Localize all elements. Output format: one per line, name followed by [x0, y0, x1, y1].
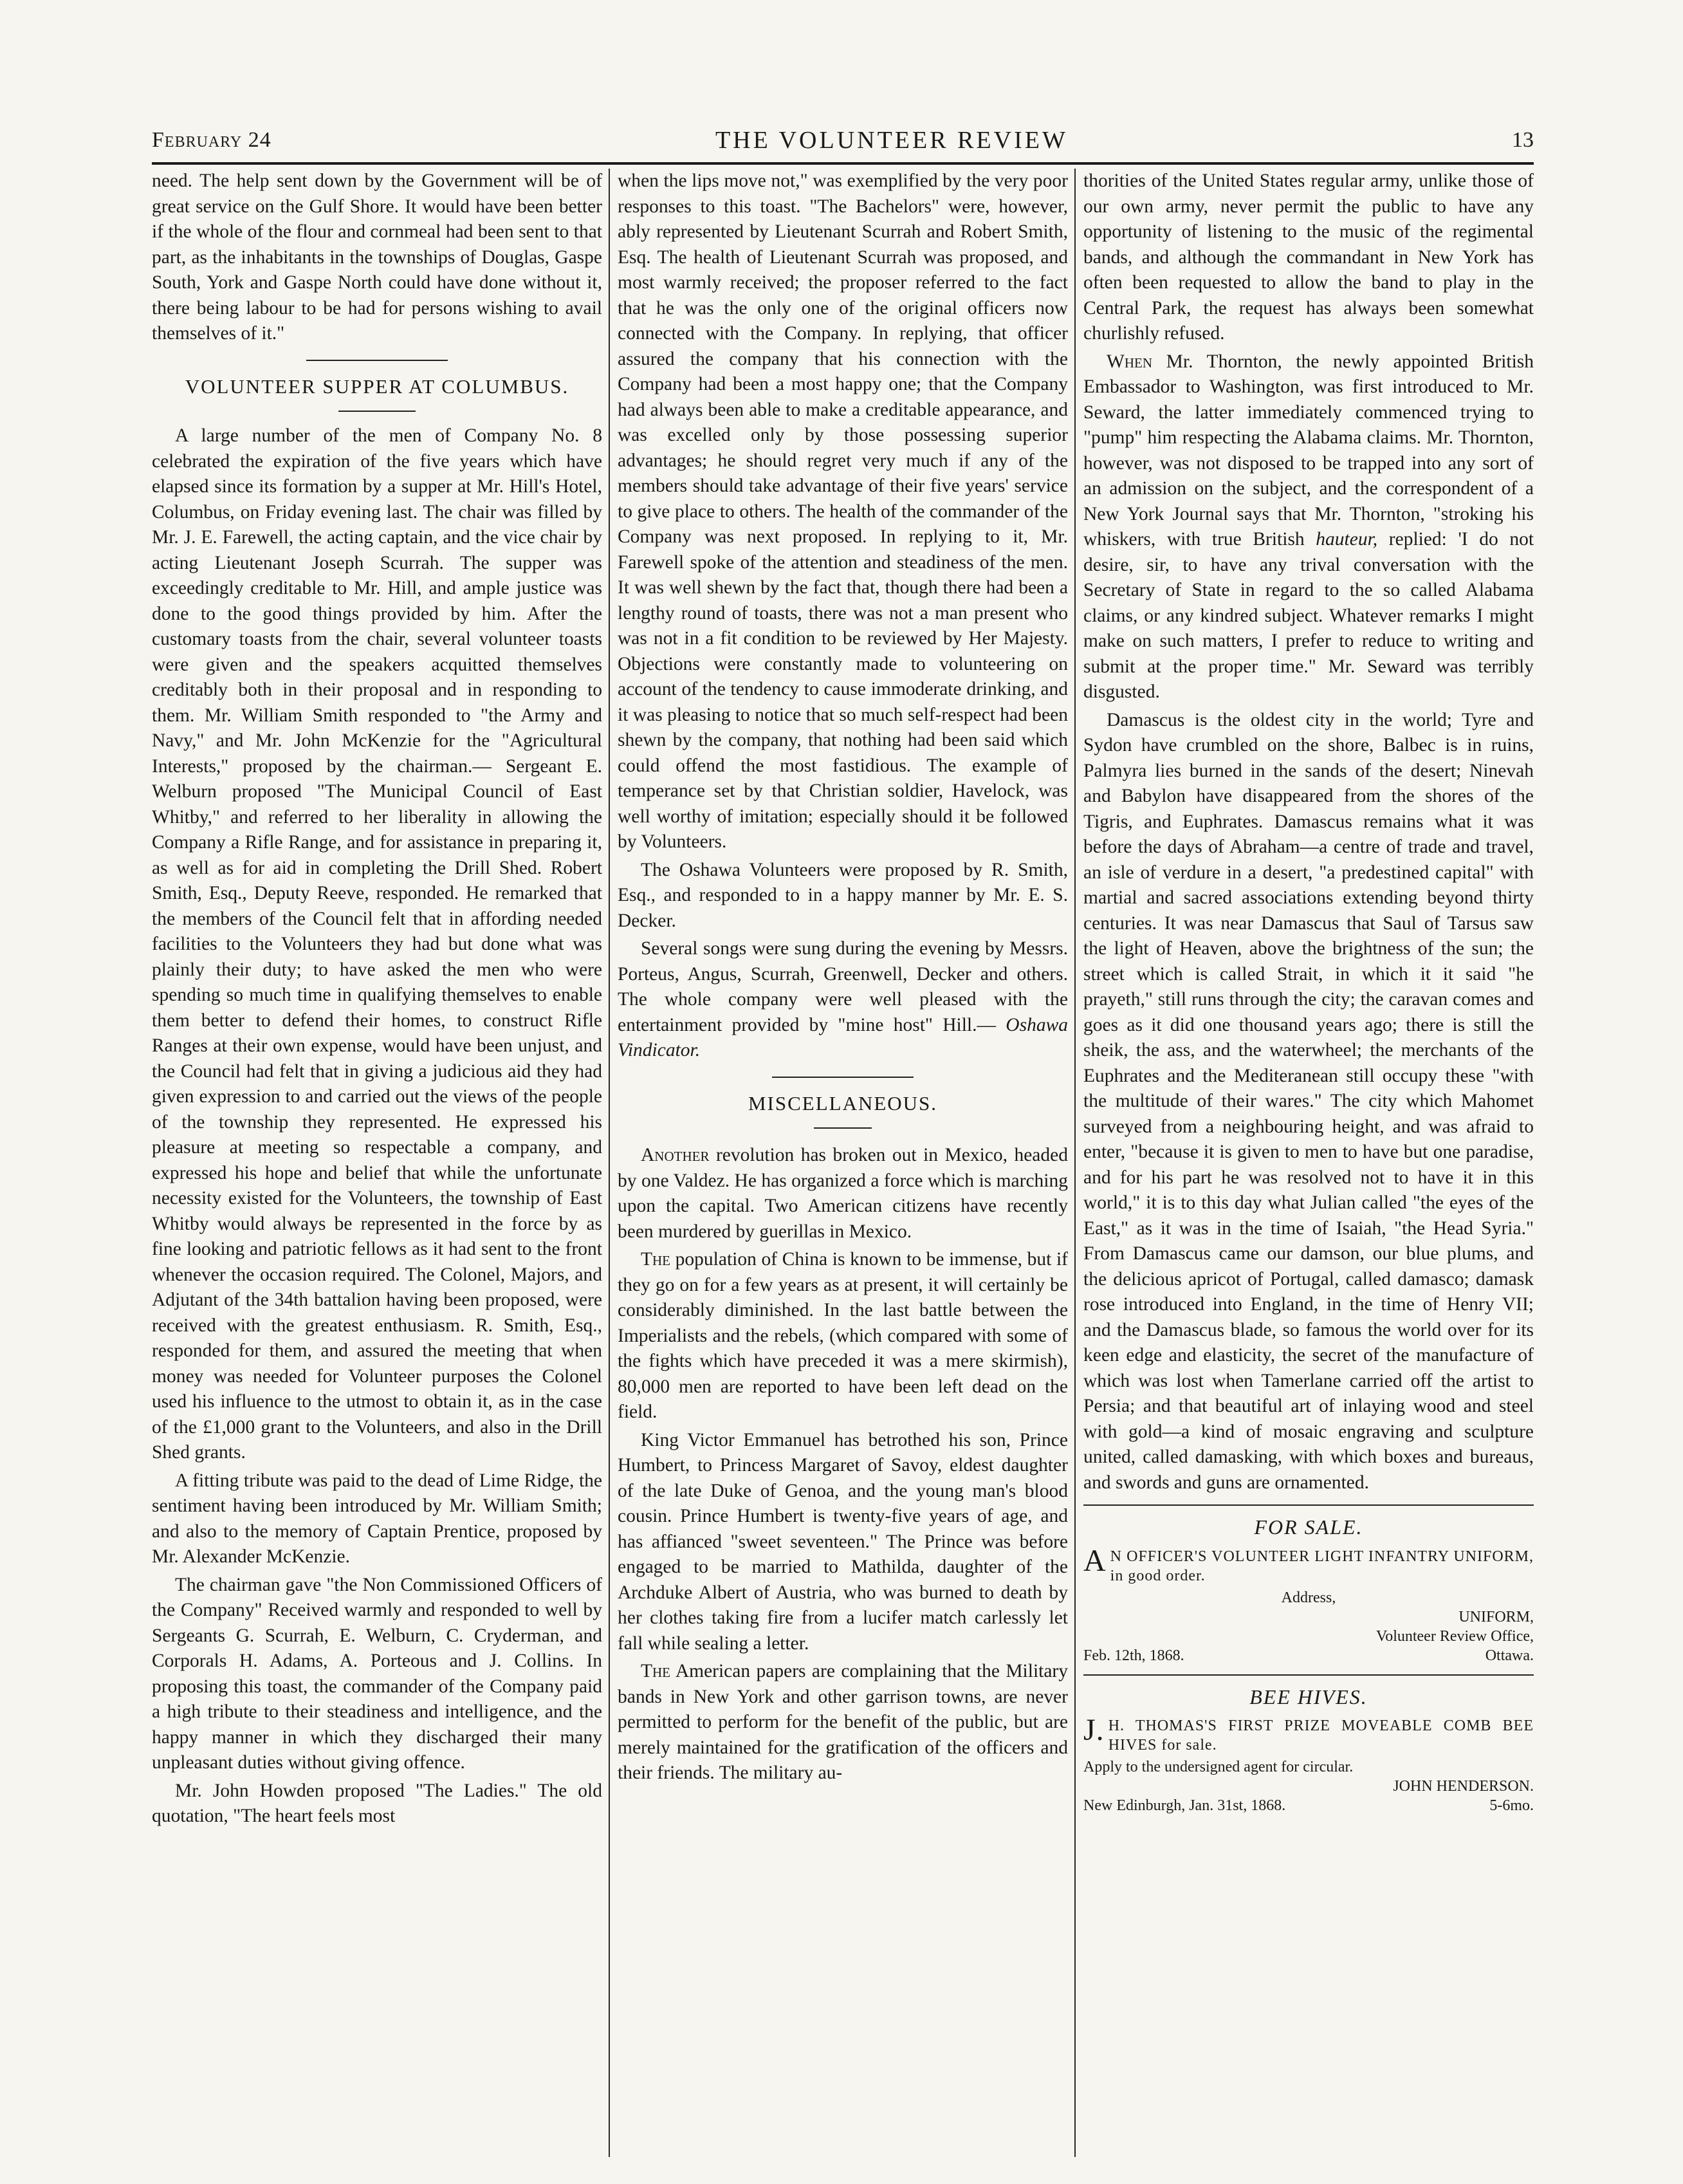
- paragraph: [618, 1247, 1068, 1425]
- paragraph-text: replied: 'I do not desire, sir, to have any trival conversation with the Secretary of State in regard to the so called Alabama claims, or any kindred subject. Whatever remarks I might make on such matters, I prefer to reduce to writing and submit at the proper time." Mr. Seward was terribly disgusted.: [1083, 529, 1534, 702]
- heading-rule: [338, 411, 416, 412]
- paragraph: King Victor Emmanuel has betrothed his son, Prince Humbert, to Princess Margaret of Savoy, eldest daughter of the late Duke of Genoa, and the young man's blood cousin. Prince Humbert is twenty-five years of age, and has affianced "sweet seventeen." The Prince was before engaged to be married to Mathilda, daughter of the Archduke Albert of Austria, who was burned to death by her clothes taking fire from a lucifer match carlessly let fall while sealing a letter.: [618, 1429, 1068, 1654]
- paragraph: [618, 1659, 1068, 1786]
- paragraph: thorities of the United States regular army, unlike those of our own army, never permit the public to have any opportunity of listening to the music of the regimental bands, and although the commandant in New York has often been requested to allow the band to play in the Central Park, the request has always been somewhat churlishly refused.: [1083, 171, 1534, 344]
- ad-dateline: [1083, 1646, 1534, 1665]
- paragraph: when the lips move not," was exemplified by the very poor responses to this toast. "The Bachelors" were, however, ably represented by Lieutenant Scurrah and Robert Smith, Esq. The health of Lieutenant Scurrah was proposed, and most warmly received; the proposer referred to the fact that he was the only one of the original officers now connected with the Company. In replying, that officer assured the company that his connection with the Company had been a most happy one; that the Company had always been able to make a creditable appearance, and was excelled only by those possessing superior advantages; he should regret very much if any of the members should take advantage of their five years' service to give place to others. The health of the commander of the Company was next proposed. In replying to it, Mr. Farewell spoke of the attention and steadiness of the men. It was well shewn by the fact that, though there had been a lengthy round of toasts, there was not a man present who was not in a fit condition to be reviewed by Her Majesty. Objections were constantly made to volunteering on account of the tendency to cause immoderate drinking, and it was pleasing to notice that so much self-respect had been shewn by the company, that nothing had been said which could offend the most fastidious. The example of temperance set by that Christian soldier, Havelock, was well worthy of imitation; especially should it be followed by Volunteers.: [618, 171, 1068, 852]
- paragraph: Damascus is the oldest city in the world; Tyre and Sydon have crumbled on the shore, Balbec is in ruins, Palmyra lies burned in the sands of the desert; Ninevah and Babylon have disappeared from the shores of the Tigris, and Euphrates. Damascus remains what it was before the days of Abraham—a centre of trade and travel, an isle of verdure in a desert, "a predestined capital" with martial and sacred associations extending beyond thirty centuries. It was near Damascus that Saul of Tarsus saw the light of Heaven, above the brightness of the sun; the street which is called Strait, in which it it said "he prayeth," still runs through the city; the caravan comes and goes as it did one thousand years ago; there is still the sheik, the ass, and the waterwheel; the merchants of the Euphrates and the Mediteranean still occupy these "with the multitude of their wares." The city which Mahomet surveyed from a neighbouring height, and was afraid to enter, "because it is given to men to have but one paradise, and for his part he was resolved not to have it in this world," it is to this day what Julian called "the eyes of the East," as it was in the time of Isaiah, "the Head Syria." From Damascus came our damson, our blue plums, and the delicious apricot of Portugal, called damasco; damask rose introduced into England, in the time of Henry VII; and the Damascus blade, so famous the world over for its keen edge and elasticity, the secret of the manufacture of which was lost when Tamerlane carried off the artist to Persia; and that beautiful art of inlaying wood and steel with gold—a kind of mosaic engraving and sculpture united, called damasking, with which boxes and bureaus, and swords and guns are ornamented.: [1083, 709, 1534, 1493]
- page-number: 13: [1511, 128, 1534, 152]
- ad-rule: [1083, 1504, 1534, 1506]
- ad-address-label: Address,: [1281, 1589, 1336, 1606]
- ad-agent-name: JOHN HENDERSON.: [1393, 1778, 1534, 1795]
- column-3: [1083, 169, 1534, 2157]
- publication-title: THE VOLUNTEER REVIEW: [715, 127, 1068, 154]
- paragraph: [618, 936, 1068, 1064]
- italic-word: hauteur,: [1316, 529, 1378, 550]
- paragraph-text: population of China is known to be immense, but if they go on for a few years as at present, it will certainly be considerably diminished. In the last battle between the Imperialists and the rebels, (which compared with some of the fights which have preceded it was a mere skirmish), 80,000 men are reported to have been left dead on the field.: [618, 1249, 1068, 1422]
- column-divider: [1074, 169, 1076, 2157]
- issue-date: February 24: [152, 128, 271, 152]
- ad-body: N OFFICER'S VOLUNTEER LIGHT INFANTRY UNIFORM, in good order.: [1110, 1548, 1534, 1584]
- ad-code: 5-6mo.: [1489, 1797, 1534, 1814]
- ad-text: [1083, 1713, 1534, 1755]
- paragraph-text: revolution has broken out in Mexico, headed by one Valdez. He has organized a force which is marching upon the capital. Two American citizens have recently been murdered by guerillas in Mexico.: [618, 1145, 1068, 1242]
- lead-word: When: [1107, 351, 1153, 372]
- ad-text: [1083, 1543, 1534, 1586]
- paragraph: [1083, 349, 1534, 705]
- paragraph: need. The help sent down by the Government will be of great service on the Gulf Shore. It would have been better if the whole of the flour and cornmeal had been sent to that part, as the inhabitants in the townships of Douglas, Gaspe South, York and Gaspe North could have done without it, there being labour to be had for persons wishing to avail themselves of it.": [152, 171, 602, 344]
- ad-address-name: UNIFORM,: [1458, 1608, 1534, 1625]
- paragraph: The chairman gave "the Non Commissioned Officers of the Company" Received warmly and responded to well by Sergeants G. Scurrah, E. Welburn, C. Cryderman, and Corporals H. Adams, A. Porteous and J. Collins. In proposing this toast, the commander of the Company paid a high tribute to their steadiness and intelligence, and the happy manner in which they discharged their many unpleasant duties without giving offence.: [152, 1574, 602, 1773]
- header-rule: [152, 162, 1534, 165]
- ad-office: Volunteer Review Office,: [1375, 1627, 1534, 1645]
- ad-title: BEE HIVES.: [1249, 1685, 1368, 1708]
- ad-drop-letter: A: [1083, 1543, 1107, 1578]
- paragraph: Mr. John Howden proposed "The Ladies." The old quotation, "The heart feels most: [152, 1780, 602, 1826]
- ad-city: Ottawa.: [1485, 1647, 1534, 1664]
- lead-word: The: [641, 1249, 671, 1270]
- advertisement-bee-hives: [1083, 1685, 1534, 1816]
- column-2: [618, 169, 1068, 2157]
- ad-date: Feb. 12th, 1868.: [1083, 1647, 1184, 1664]
- paragraph: [618, 1143, 1068, 1245]
- paragraph-text: American papers are complaining that the Military bands in New York and other garrison towns, are never permitted to perform for the benefit of the public, but are merely maintained for the gratification of the officers and their friends. The military au-: [618, 1661, 1068, 1783]
- advertisement-for-sale: [1083, 1515, 1534, 1665]
- ad-drop-letter: J.: [1083, 1713, 1105, 1747]
- heading-rule: [814, 1127, 872, 1129]
- ad-apply: Apply to the undersigned agent for circular.: [1083, 1759, 1354, 1775]
- ad-date: New Edinburgh, Jan. 31st, 1868.: [1083, 1797, 1286, 1814]
- paragraph: A large number of the men of Company No. 8 celebrated the expiration of the five years which have elapsed since its formation by a supper at Mr. Hill's Hotel, Columbus, on Friday evening last. The chair was filled by Mr. J. E. Farewell, the acting captain, and the vice chair by acting Lieutenant Joseph Scurrah. The supper was exceedingly creditable to Mr. Hill, and ample justice was done to the good things provided by him. After the customary toasts from the chair, several volunteer toasts were given and the speakers acquitted themselves creditably both in their proposal and in responding to them. Mr. William Smith responded to "the Army and Navy," and Mr. John McKenzie for the "Agricultural Interests," proposed by the chairman.— Sergeant E. Welburn proposed "The Municipal Council of East Whitby," and referred to her liberality in allowing the Company a Rifle Range, and for assistance in preparing it, as well as for aid in completing the Drill Shed. Robert Smith, Esq., Deputy Reeve, responded. He remarked that the members of the Council felt that in affording needed facilities to the Volunteers they had but done what was plainly their duty; to have asked the men who were spending so much time in qualifying themselves to enable them better to defend their homes, to construct Rifle Ranges at their own expense, would have been unjust, and the Council had felt that in giving a judicious aid they had given expression to and carried out the views of the people of the township they represented. He expressed his pleasure at meeting so respectable a company, and expressed his hope and belief that while the unfortunate necessity existed for the Volunteers, the township of East Whitby would always be represented in the force by as fine looking and patriotic fellows as it had sent to the front whenever the occasion required. The Colonel, Majors, and Adjutant of the 34th battalion having been proposed, were received with the greatest enthusiasm. R. Smith, Esq., responded for them, and assured the meeting that when money was needed for Volunteer purposes the Colonel used his influence to the utmost to obtain it, as in the case of the £1,000 grant to the Volunteers, and also in the Drill Shed grants.: [152, 425, 602, 1463]
- paragraph: The Oshawa Volunteers were proposed by R. Smith, Esq., and responded to in a happy manner by Mr. E. S. Decker.: [618, 859, 1068, 931]
- column-divider: [609, 169, 610, 2157]
- article-heading-miscellaneous: MISCELLANEOUS.: [748, 1091, 938, 1115]
- paragraph-text: Several songs were sung during the evening by Messrs. Porteus, Angus, Scurrah, Greenwell, Decker and others. The whole company were well pleased with the entertainment provided by "mine host" Hill.—: [618, 938, 1068, 1035]
- source-credit: Oshawa Vindicator.: [618, 1014, 1068, 1060]
- article-heading-volunteer-supper: VOLUNTEER SUPPER AT COLUMBUS.: [185, 375, 569, 398]
- page-header: [152, 121, 1534, 160]
- section-rule: [772, 1077, 914, 1078]
- paragraph: A fitting tribute was paid to the dead of Lime Ridge, the sentiment having been introduced by Mr. William Smith; and also to the memory of Captain Prentice, proposed by Mr. Alexander McKenzie.: [152, 1470, 602, 1567]
- ad-body: H. THOMAS'S FIRST PRIZE MOVEABLE COMB BEE HIVES for sale.: [1108, 1717, 1534, 1754]
- column-1: [152, 169, 602, 2157]
- paragraph-text: Mr. Thornton, the newly appointed British Embassador to Washington, was first introduced to Mr. Seward, the latter immediately commenced trying to "pump" him respecting the Alabama claims. Mr. Thornton, however, was not disposed to be trapped into any sort of an admission on the subject, and the correspondent of a New York Journal says that Mr. Thornton, "stroking his whiskers, with true British: [1083, 351, 1534, 550]
- section-rule: [306, 360, 448, 361]
- ad-title: FOR SALE.: [1254, 1515, 1363, 1539]
- ad-rule: [1083, 1674, 1534, 1676]
- lead-word: The: [641, 1661, 671, 1681]
- lead-word: Another: [641, 1145, 710, 1165]
- ad-dateline: [1083, 1796, 1534, 1815]
